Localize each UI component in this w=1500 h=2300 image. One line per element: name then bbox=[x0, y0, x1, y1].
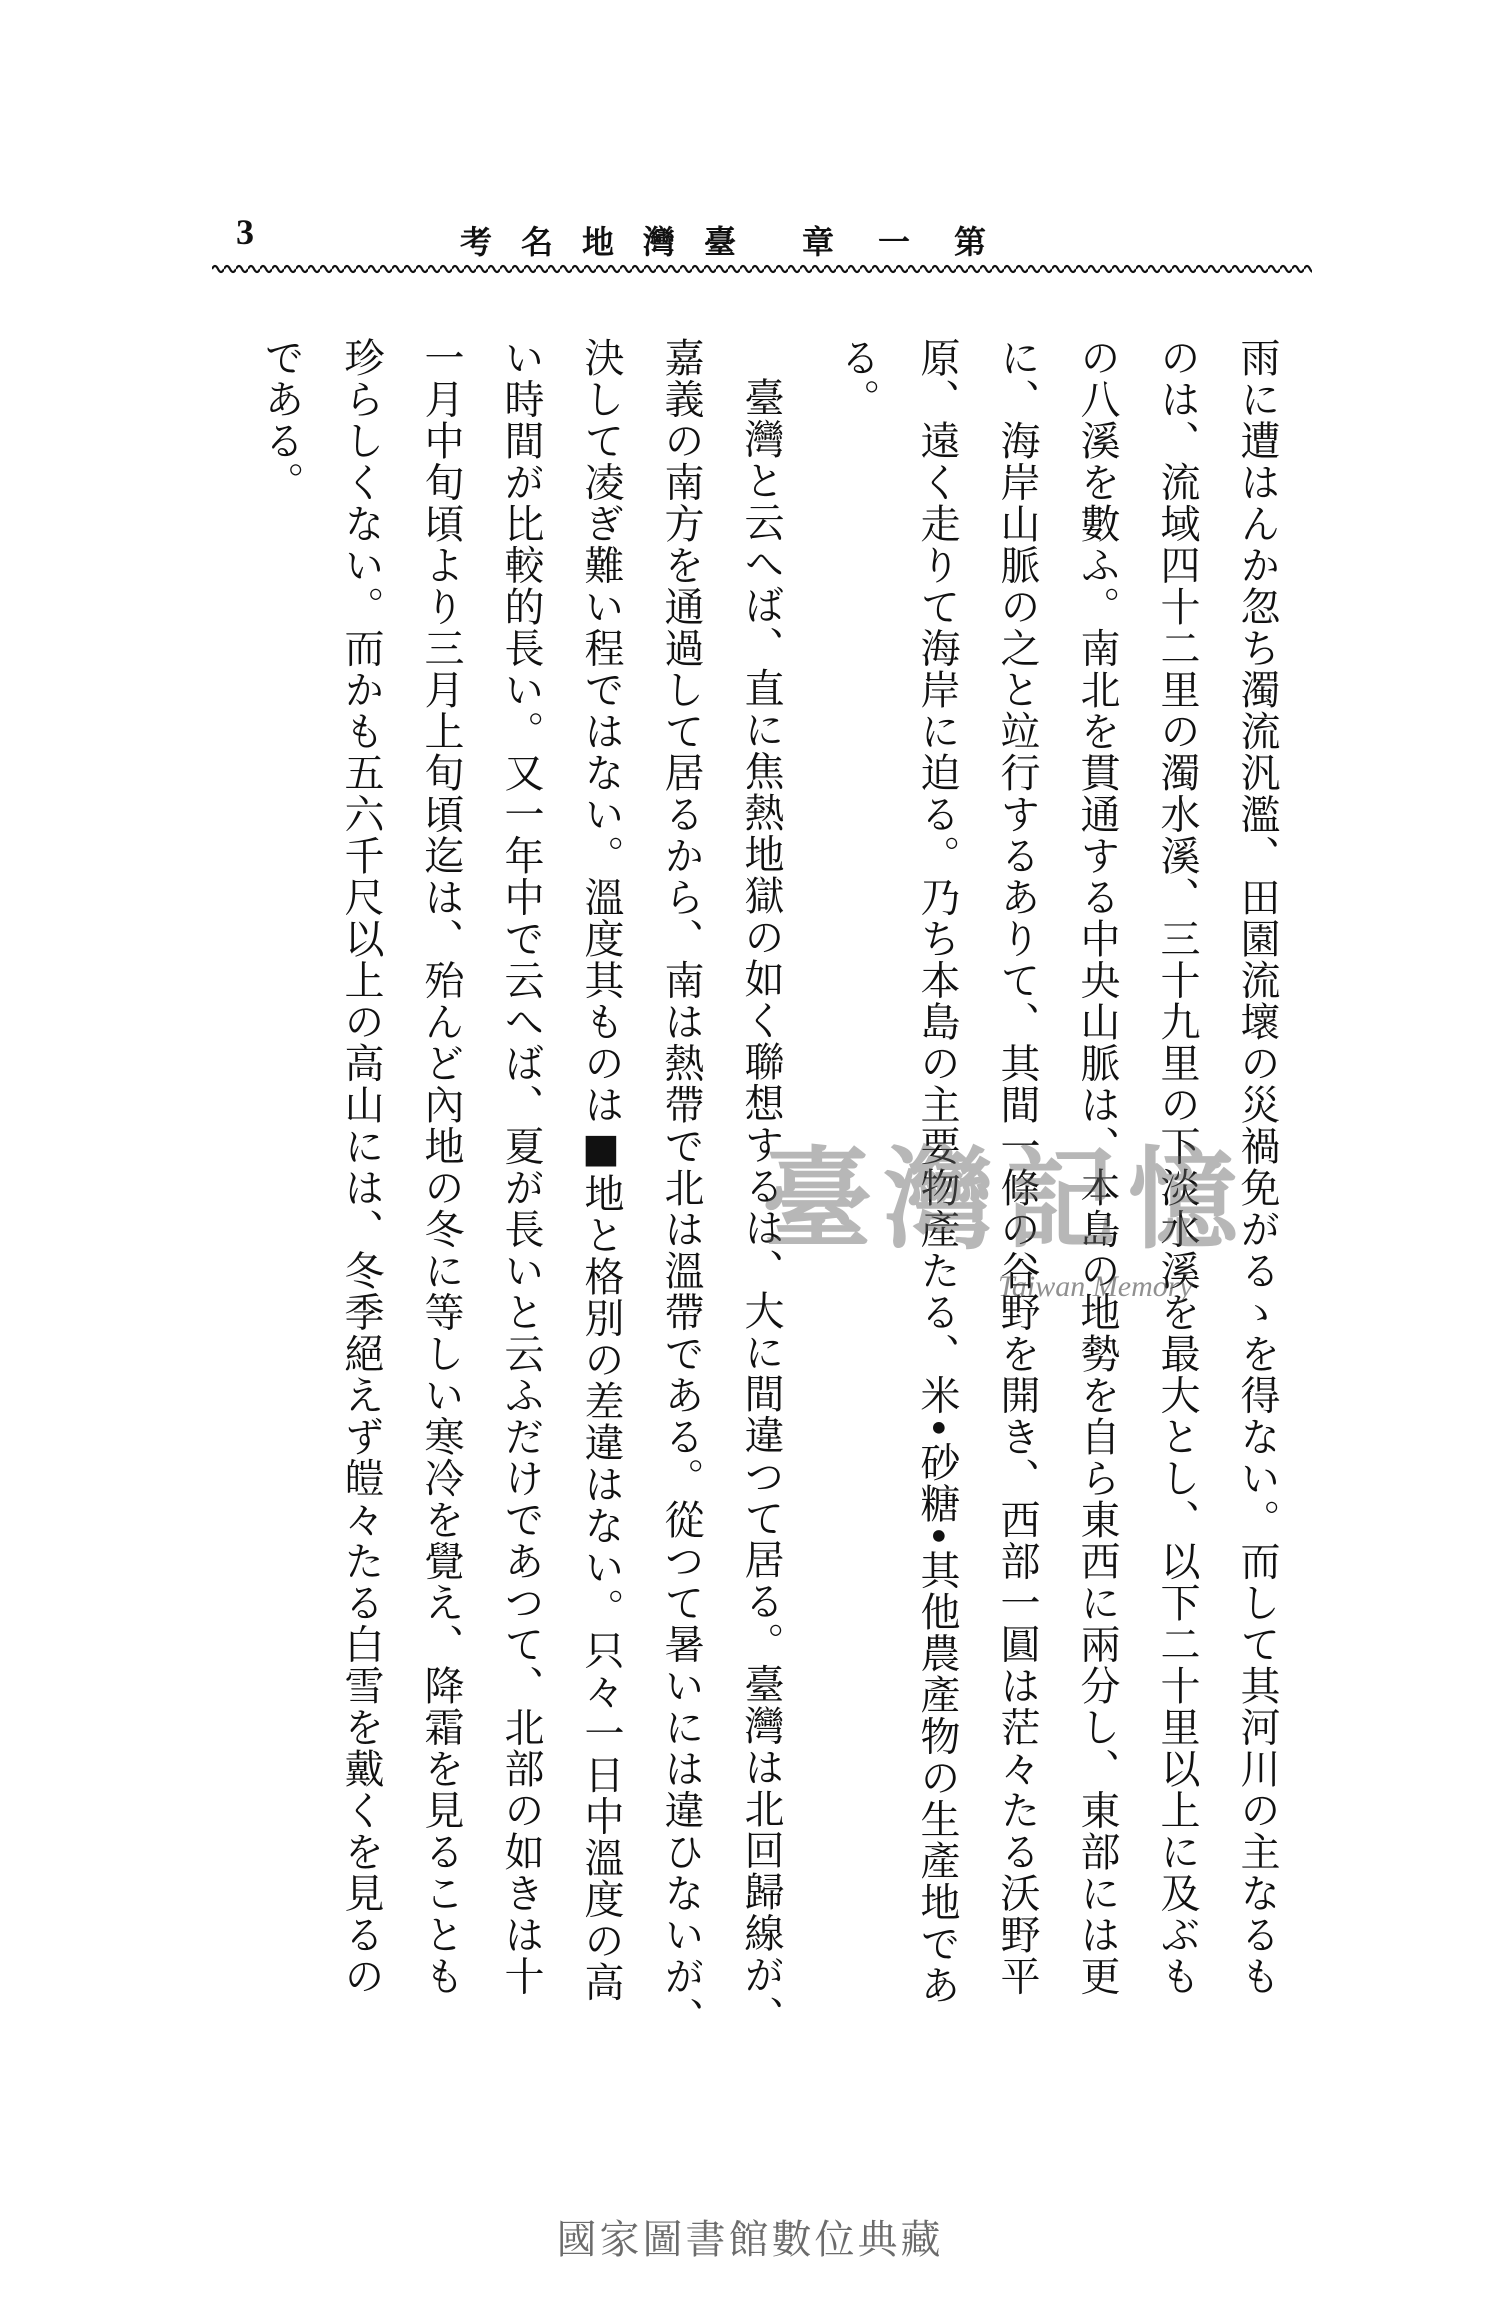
text-column: 一月中旬頃より三月上旬頃迄は、殆んど內地の冬に等しい寒冷を覺え、降霜を見ることも bbox=[418, 337, 464, 1997]
text-column: 珍らしくない。而かも五六千尺以上の高山には、冬季絕えず皚々たる白雪を戴くを見るの bbox=[338, 337, 384, 1997]
text-column: 雨に遭はんか忽ち濁流汎濫、田園流壞の災禍免がるゝを得ない。而して其河川の主なるも bbox=[1234, 337, 1280, 1997]
watermark-caption: Taiwan Memory bbox=[998, 1270, 1193, 1303]
text-column: い時間が比較的長い。又一年中で云へば、夏が長いと云ふだけであつて、北部の如きは十 bbox=[498, 337, 544, 1997]
running-head-chapter: 第一章 bbox=[801, 223, 1030, 261]
archive-credit: 國家圖書館數位典藏 bbox=[556, 2217, 944, 2263]
text-column: 嘉義の南方を通過して居るから、南は熱帶で北は溫帶である。從つて暑いには違ひないが、 bbox=[658, 337, 704, 2039]
text-column: の八溪を數ふ。南北を貫通する中央山脈は、本島の地勢を自ら東西に兩分し、東部には更 bbox=[1074, 337, 1120, 1997]
text-column: 臺灣と云へば、直に焦熱地獄の如く聯想するは、大に間違つて居る。臺灣は北回歸線が、 bbox=[738, 377, 784, 2037]
text-column: に、海岸山脈の之と竝行するありて、其間一條の谷野を開き、西部一圓は茫々たる沃野平 bbox=[994, 337, 1040, 1997]
page-number: 3 bbox=[236, 212, 254, 252]
text-column: 決して凌ぎ難い程ではない。溫度其ものは■地と格別の差違はない。只々一日中溫度の高 bbox=[578, 337, 624, 2003]
text-column: である。 bbox=[258, 337, 304, 503]
header-wavy-rule bbox=[212, 262, 1312, 276]
text-column: る。 bbox=[834, 337, 880, 420]
text-column: 原、遠く走りて海岸に迫る。乃ち本島の主要物產たる、米•砂糖•其他農產物の生產地であ bbox=[914, 337, 960, 2006]
text-column: のは、流域四十二里の濁水溪、三十九里の下淡水溪を最大とし、以下二十里以上に及ぶも bbox=[1154, 337, 1200, 1997]
running-head-title: 臺灣地名考 bbox=[459, 223, 765, 261]
watermark-logo: 臺灣記憶 bbox=[762, 1135, 1250, 1264]
